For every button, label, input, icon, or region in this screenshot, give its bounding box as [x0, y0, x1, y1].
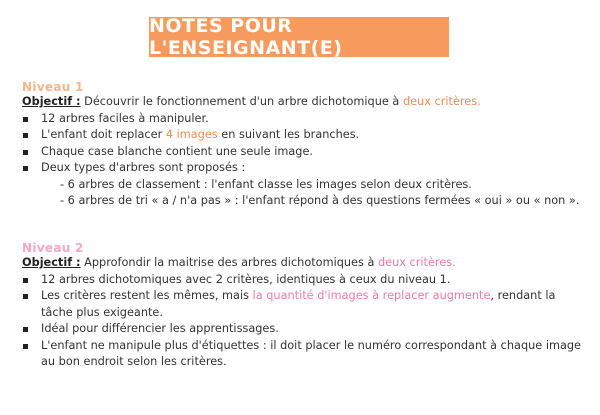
square-bullet-icon [23, 294, 28, 299]
list-item-text: 12 arbres dichotomiques avec 2 critères, identiques à ceux du niveau 1. [41, 272, 451, 286]
square-bullet-icon [23, 278, 28, 283]
list-item-text: en suivant les branches. [217, 128, 360, 141]
list-item [22, 144, 582, 161]
level-2-objective [22, 255, 582, 272]
square-bullet-icon [23, 117, 28, 122]
level-2-list [22, 272, 582, 371]
list-item [22, 127, 582, 144]
objective-text: Découvrir le fonctionnement d'un arbre dichotomique à [80, 95, 403, 108]
list-item-text: L'enfant ne manipule plus d'étiquettes : il doit placer le numéro correspondant à chaque image au bon endroit selon les critères. [41, 338, 582, 368]
list-item-text: L'enfant doit replacer [41, 128, 166, 141]
list-item [22, 338, 582, 371]
list-item [22, 272, 582, 289]
objective-label: Objectif : [22, 95, 81, 108]
square-bullet-icon [23, 344, 28, 349]
list-item [22, 288, 582, 321]
page-title: NOTES POUR L'ENSEIGNANT(E) [149, 15, 343, 59]
list-item-text: , rendant la tâche plus exigeante. [41, 289, 556, 319]
level-1-list [22, 111, 582, 177]
sub-list-item: - 6 arbres de classement : l'enfant classe les images selon deux critères. [60, 177, 472, 191]
list-item [22, 160, 582, 177]
list-item [22, 321, 582, 338]
objective-text: Approfondir la maitrise des arbres dichotomiques à [80, 256, 378, 269]
list-item-highlight: la quantité d'images à replacer augmente [252, 289, 491, 302]
square-bullet-icon [23, 150, 28, 155]
list-item-text: Les critères restent les mêmes, mais [41, 289, 253, 302]
list-item [22, 111, 582, 128]
square-bullet-icon [23, 327, 28, 332]
level-1-section [22, 80, 582, 210]
list-item-text: 12 arbres faciles à manipuler. [41, 111, 209, 125]
level-1-objective [22, 94, 582, 111]
objective-label: Objectif : [22, 256, 81, 269]
sub-list-item: - 6 arbres de tri « a / n'a pas » : l'enfant répond à des questions fermées « oui » ou « non ». [60, 194, 580, 207]
level-1-heading: Niveau 1 [22, 80, 84, 94]
list-item-highlight: 4 images [165, 128, 218, 141]
list-item-text: Chaque case blanche contient une seule image. [41, 144, 314, 158]
level-2-heading: Niveau 2 [22, 241, 84, 255]
level-2-section [22, 241, 582, 371]
square-bullet-icon [23, 133, 28, 138]
objective-highlight: deux critères. [402, 95, 481, 108]
list-item-text: Idéal pour différencier les apprentissages. [41, 322, 279, 335]
objective-highlight: deux critères. [378, 256, 456, 269]
list-item-text: Deux types d'arbres sont proposés : [41, 161, 246, 174]
square-bullet-icon [23, 166, 28, 171]
title-banner [149, 17, 449, 57]
